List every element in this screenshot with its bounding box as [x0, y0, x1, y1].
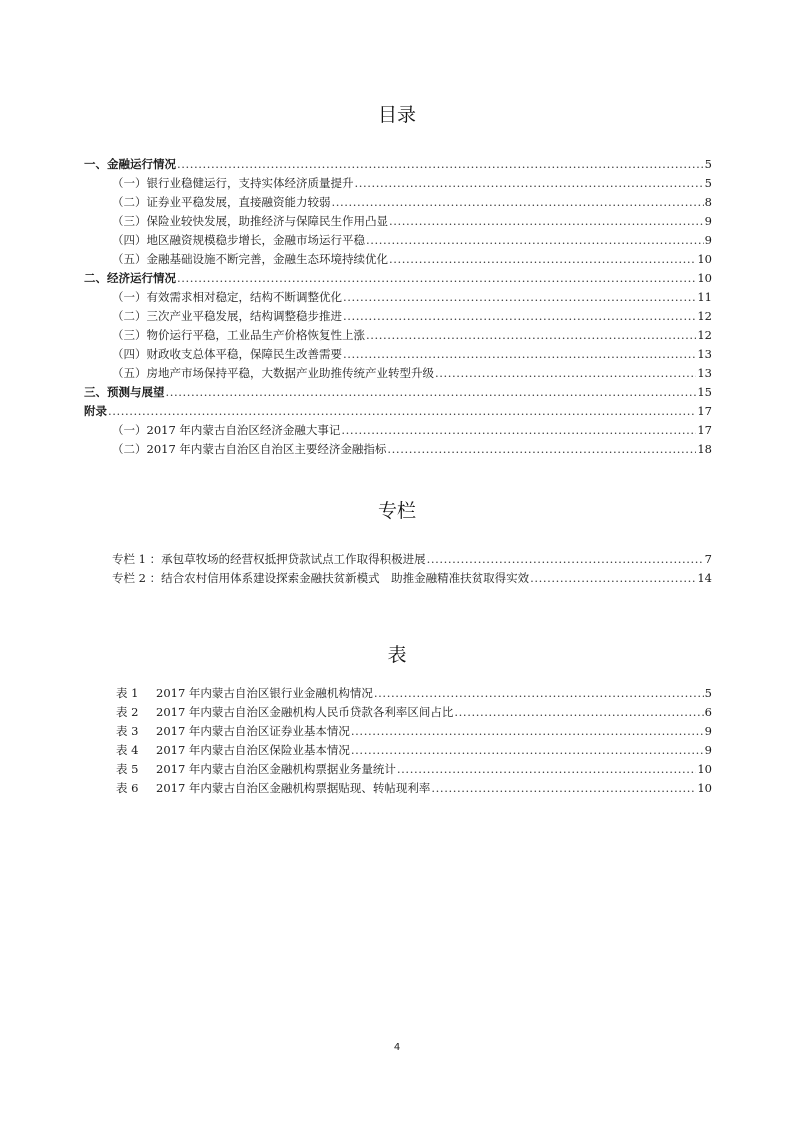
column-entry[interactable]	[112, 550, 712, 569]
dot-leader	[389, 250, 696, 269]
toc-entry-page: 5	[704, 157, 712, 171]
table-entry-page: 10	[697, 781, 712, 795]
table-entry-page: 10	[697, 762, 712, 776]
toc-entry-title: （一）有效需求相对稳定，结构不断调整优化	[112, 290, 342, 304]
toc-entry-page: 15	[697, 385, 712, 399]
table-entry-label: 表 5	[116, 762, 139, 776]
toc-entry-title: （四）地区融资规模稳步增长，金融市场运行平稳	[112, 233, 365, 247]
toc-entry[interactable]	[112, 326, 712, 345]
dot-leader	[366, 231, 704, 250]
toc-entry[interactable]	[84, 383, 712, 402]
toc-entry-title: 一、金融运行情况	[84, 157, 176, 171]
dot-leader	[177, 155, 704, 174]
toc-entry-page: 18	[697, 442, 712, 456]
table-entry-label: 表 3	[116, 724, 139, 738]
page-number: 4	[393, 1042, 401, 1053]
dot-leader	[355, 174, 704, 193]
dot-leader	[166, 383, 697, 402]
toc-entry-title: （二）证券业平稳发展，直接融资能力较弱	[112, 195, 331, 209]
toc-entry[interactable]	[112, 307, 712, 326]
table-entry[interactable]	[116, 703, 712, 722]
table-entry-title: 2017 年内蒙古自治区银行业金融机构情况	[156, 686, 373, 700]
table-entry-page: 9	[704, 743, 712, 757]
toc-entry[interactable]	[112, 174, 712, 193]
toc-entry-page: 11	[697, 290, 712, 304]
table-entry-label: 表 6	[116, 781, 139, 795]
column-entry[interactable]	[112, 569, 712, 588]
toc-entry-page: 12	[697, 328, 712, 342]
dot-leader	[435, 364, 696, 383]
table-entry[interactable]	[116, 779, 712, 798]
dot-leader	[332, 193, 704, 212]
column-entry-title: 专栏 2 ：结合农村信用体系建设探索金融扶贫新模式 助推金融精准扶贫取得实效	[112, 571, 530, 585]
dot-leader	[397, 760, 696, 779]
toc-entry[interactable]	[112, 288, 712, 307]
toc-entry-page: 13	[697, 347, 712, 361]
table-entry-page: 6	[704, 705, 712, 719]
toc-entry[interactable]	[112, 440, 712, 459]
table-entry-title: 2017 年内蒙古自治区证券业基本情况	[156, 724, 350, 738]
toc-entry-title: 三、预测与展望	[84, 385, 165, 399]
table-entry-title: 2017 年内蒙古自治区金融机构人民币贷款各利率区间占比	[156, 705, 454, 719]
toc-entry-page: 10	[697, 271, 712, 285]
toc-entry[interactable]	[84, 269, 712, 288]
table-entry-title: 2017 年内蒙古自治区保险业基本情况	[156, 743, 350, 757]
column-entry-title: 专栏 1 ：承包草牧场的经营权抵押贷款试点工作取得积极进展	[112, 552, 426, 566]
dot-leader	[341, 421, 696, 440]
toc-entry-page: 8	[704, 195, 712, 209]
dot-leader	[343, 307, 696, 326]
toc-entry-title: （四）财政收支总体平稳，保障民生改善需要	[112, 347, 342, 361]
toc-entry[interactable]	[112, 421, 712, 440]
table-entry-title: 2017 年内蒙古自治区金融机构票据业务量统计	[156, 762, 396, 776]
toc-heading: 目录	[377, 104, 416, 126]
dot-leader	[454, 703, 703, 722]
toc-entry[interactable]	[112, 250, 712, 269]
toc-entry-title: （一）2017 年内蒙古自治区经济金融大事记	[112, 423, 341, 437]
dot-leader	[374, 684, 704, 703]
toc-entry-title: 附录	[84, 404, 107, 418]
dot-leader	[427, 550, 704, 569]
table-entry-label: 表 2	[116, 705, 139, 719]
dot-leader	[389, 212, 704, 231]
dot-leader	[366, 326, 696, 345]
table-entry[interactable]	[116, 741, 712, 760]
toc-entry[interactable]	[84, 155, 712, 174]
table-entry-label: 表 4	[116, 743, 139, 757]
toc-entry[interactable]	[112, 231, 712, 250]
table-entry-page: 9	[704, 724, 712, 738]
toc-entry-title: （三）物价运行平稳，工业品生产价格恢复性上涨	[112, 328, 365, 342]
toc-entry-page: 10	[697, 252, 712, 266]
column-entry-page: 7	[704, 552, 712, 566]
dot-leader	[387, 440, 696, 459]
table-entry-title: 2017 年内蒙古自治区金融机构票据贴现、转帖现利率	[156, 781, 431, 795]
toc-entry[interactable]	[112, 364, 712, 383]
toc-entry[interactable]	[112, 212, 712, 231]
column-entry-page: 14	[697, 571, 712, 585]
dot-leader	[431, 779, 696, 798]
dot-leader	[108, 402, 696, 421]
toc-entry-page: 9	[704, 233, 712, 247]
table-entry[interactable]	[116, 722, 712, 741]
toc-entry-title: （五）金融基础设施不断完善，金融生态环境持续优化	[112, 252, 388, 266]
tables-heading: 表	[387, 644, 407, 666]
toc-entry-page: 5	[704, 176, 712, 190]
columns-heading: 专栏	[377, 500, 416, 522]
toc-entry[interactable]	[84, 402, 712, 421]
table-entry-page: 5	[704, 686, 712, 700]
toc-entry-page: 12	[697, 309, 712, 323]
toc-entry[interactable]	[112, 345, 712, 364]
toc-entry-title: （五）房地产市场保持平稳，大数据产业助推传统产业转型升级	[112, 366, 434, 380]
dot-leader	[343, 345, 696, 364]
table-entry-label: 表 1	[116, 686, 139, 700]
toc-entry-title: （二）2017 年内蒙古自治区自治区主要经济金融指标	[112, 442, 387, 456]
toc-entry-title: （一）银行业稳健运行，支持实体经济质量提升	[112, 176, 354, 190]
table-entry[interactable]	[116, 760, 712, 779]
dot-leader	[177, 269, 696, 288]
toc-entry-page: 9	[704, 214, 712, 228]
dot-leader	[351, 741, 704, 760]
toc-entry-title: （三）保险业较快发展，助推经济与保障民生作用凸显	[112, 214, 388, 228]
toc-entry[interactable]	[112, 193, 712, 212]
toc-entry-page: 13	[697, 366, 712, 380]
table-entry[interactable]	[116, 684, 712, 703]
dot-leader	[530, 569, 696, 588]
dot-leader	[343, 288, 696, 307]
toc-entry-title: （二）三次产业平稳发展，结构调整稳步推进	[112, 309, 342, 323]
toc-entry-page: 17	[697, 423, 712, 437]
toc-entry-page: 17	[697, 404, 712, 418]
dot-leader	[351, 722, 704, 741]
toc-entry-title: 二、经济运行情况	[84, 271, 176, 285]
